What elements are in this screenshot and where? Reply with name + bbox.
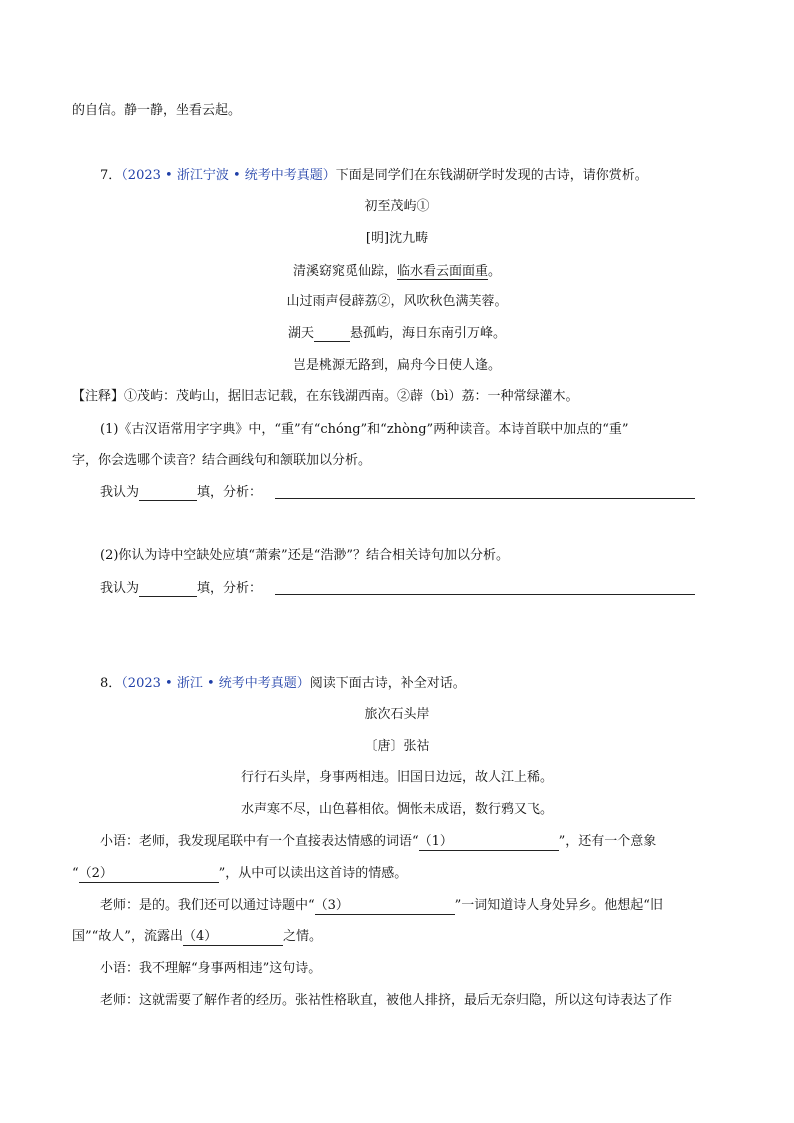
answer-2-analysis-line[interactable] [275,594,695,595]
dialogue-3a: 老师：是的。我们还可以通过诗题中“ [100,898,315,913]
poem-7-line-3 [0,326,794,342]
dialogue-line-2 [72,866,407,883]
poem-8-line-2: 水声寒不尽，山色暮相依。惆怅未成语，数行鸦又飞。 [240,802,553,817]
poem-7-line-1a: 清溪窈窕觅仙踪， [292,264,397,279]
poem-7-line-4: 岂是桃源无路到，扁舟今日使人逢。 [292,358,501,373]
poem-7-author: [明]沈九畴 [365,231,429,246]
dialogue-3b: ”一词知道诗人身处异乡。他想起“旧 [454,898,663,913]
answer-1-analysis-line[interactable] [275,498,695,499]
sub-question-2: (2)你认为诗中空缺处应填“萧索”还是“浩渺”？结合相关诗句加以分析。 [100,548,509,563]
blank-1[interactable]: （1） [419,834,559,851]
sub-question-1-line-b: 字，你会选哪个读音？结合画线句和颔联加以分析。 [72,453,372,468]
poem-7-underlined-phrase: 临水看云面面重 [396,264,488,279]
answer-2-label: 我认为 [100,581,140,596]
blank-4[interactable]: （4） [183,929,283,946]
poem-7-blank[interactable] [314,327,350,342]
question-7-source[interactable]: 2023 • 浙江宁波 • 统考中考真题 [127,168,323,183]
answer-1-label: 我认为 [100,485,140,500]
poem-7-line-3b: 悬孤屿，海日东南引万峰。 [350,326,507,341]
dialogue-1a: 小语：老师，我发现尾联中有一个直接表达情感的词语“ [100,834,419,849]
question-7-source-open: （ [121,168,128,183]
dialogue-4a: 国”“故人”，流露出 [72,929,183,944]
question-8-number: 8． [100,676,122,691]
dialogue-line-4 [72,929,322,946]
poem-7-line-3a: 湖天 [287,326,314,341]
poem-7-line-1c: 。 [488,264,502,279]
poem-7-line-2: 山过雨声侵薜荔②，风吹秋色满芙蓉。 [286,294,508,309]
answer-1-choice-blank[interactable] [139,486,197,501]
question-7-number: 7． [100,168,122,183]
question-8-prompt: 阅读下面古诗，补全对话。 [309,676,466,691]
dialogue-line-1 [100,834,656,851]
question-8-source[interactable]: 2023 • 浙江 • 统考中考真题 [127,676,297,691]
poem-8-author: 〔唐〕张祜 [364,739,430,754]
question-7-source-close: ） [322,168,336,183]
question-8-header [100,676,466,692]
dialogue-2b: ”，从中可以读出这首诗的情感。 [218,866,408,881]
dialogue-line-6: 老师：这就需要了解作者的经历。张祜性格耿直，被他人排挤，最后无奈归隐，所以这句诗表达了作 [100,993,673,1008]
question-7-prompt: 下面是同学们在东钱湖研学时发现的古诗，请你赏析。 [335,168,648,183]
dialogue-line-5: 小语：我不理解“身事两相违”这句诗。 [100,961,322,976]
dialogue-2a: “ [72,866,79,881]
dialogue-1b: ”，还有一个意象 [558,834,657,849]
poem-7-title: 初至茂屿① [364,199,430,214]
answer-2-choice-blank[interactable] [139,582,197,597]
poem-8-title: 旅次石头岸 [364,707,430,722]
poem-7-note: 【注释】①茂屿：茂屿山，据旧志记载，在东钱湖西南。②薜（bì）荔：一种常绿灌木。 [72,389,579,404]
top-line: 的自信。静一静，坐看云起。 [72,103,242,118]
question-8-source-open: （ [121,676,128,691]
sub-question-1-line-a: (1)《古汉语常用字字典》中，“重”有“chóng”和“zhòng”两种读音。本诗首联中加点的“重” [100,422,629,437]
dialogue-4b: 之情。 [282,929,322,944]
blank-3[interactable]: （3） [315,898,455,915]
blank-2[interactable]: （2） [79,866,219,883]
answer-2-analysis-label: 填，分析： [197,581,263,596]
poem-8-line-1: 行行石头岸，身事两相违。旧国日边远，故人江上稀。 [240,770,553,785]
question-7-header [100,168,648,184]
question-8-source-close: ） [296,676,310,691]
answer-1-analysis-label: 填，分析： [197,485,263,500]
poem-7-line-1 [0,264,794,280]
dialogue-line-3 [100,898,663,915]
